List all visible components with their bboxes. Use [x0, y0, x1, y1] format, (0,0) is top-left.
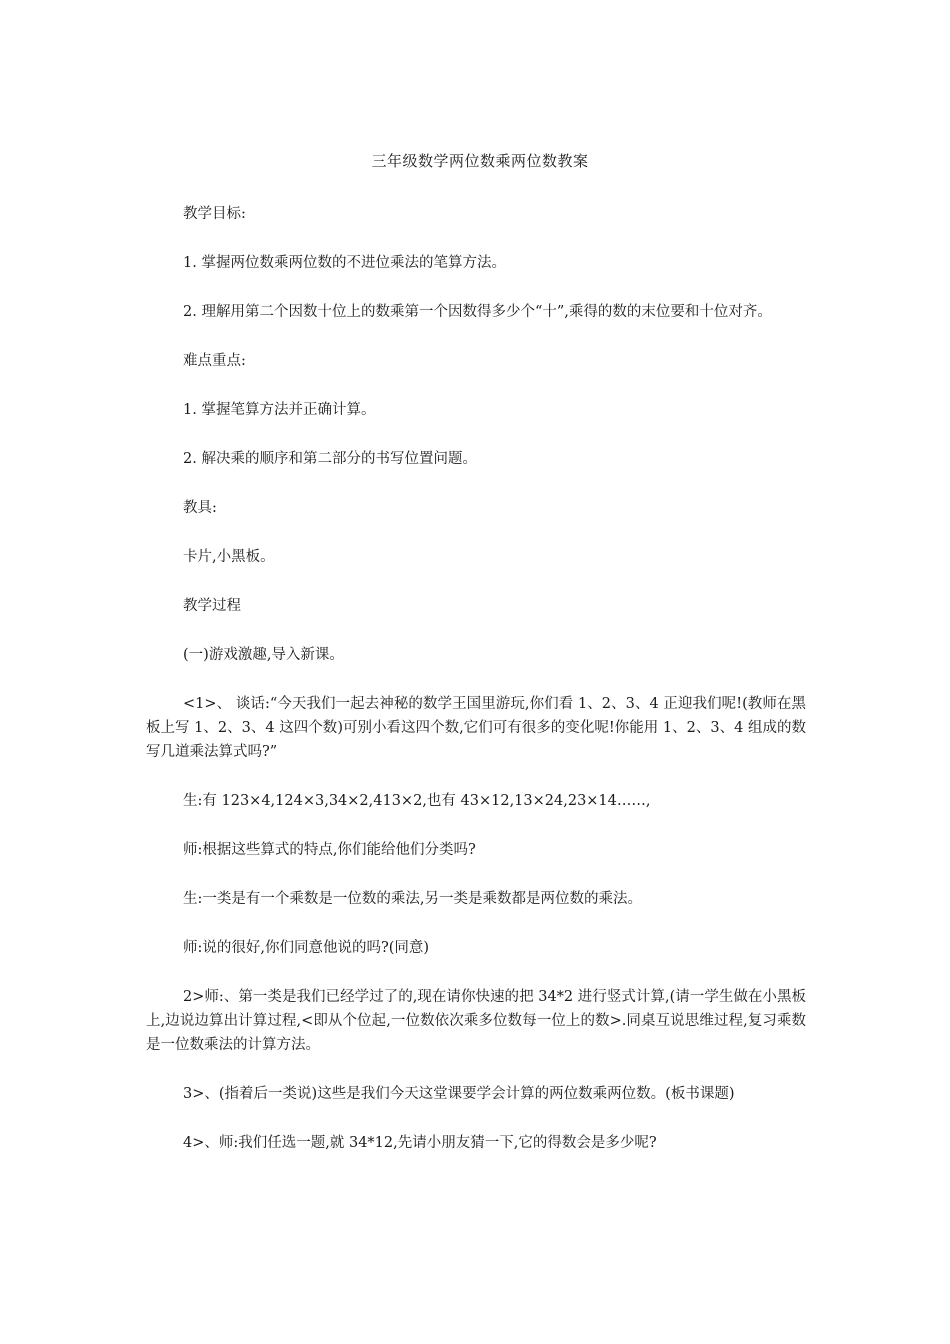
- materials-list: 卡片,小黑板。: [183, 549, 275, 565]
- process-step-heading: (一)游戏激趣,导入新课。: [183, 647, 344, 663]
- key-point-item-1: 1. 掌握笔算方法并正确计算。: [183, 402, 376, 418]
- section-heading-process: 教学过程: [183, 598, 241, 614]
- process-paragraph: 师:说的很好,你们同意他说的吗?(同意): [183, 940, 430, 956]
- process-paragraph: 生:有 123×4,124×3,34×2,413×2,也有 43×12,13×24,23×14……,: [183, 793, 651, 809]
- document-title: 三年级数学两位数乘两位数教案: [371, 152, 589, 170]
- key-point-item-2: 2. 解决乘的顺序和第二部分的书写位置问题。: [183, 451, 477, 467]
- section-heading-objectives: 教学目标:: [183, 206, 246, 222]
- process-paragraph: 生:一类是有一个乘数是一位数的乘法,另一类是乘数都是两位数的乘法。: [183, 891, 642, 907]
- process-paragraph: 3>、(指着后一类说)这些是我们今天这堂课要学会计算的两位数乘两位数。(板书课题): [183, 1086, 735, 1102]
- document-body: [146, 202, 806, 1180]
- section-heading-materials: 教具:: [183, 500, 217, 516]
- process-paragraph: 4>、师:我们任选一题,就 34*12,先请小朋友猜一下,它的得数会是多少呢?: [183, 1135, 657, 1151]
- process-paragraph: 2>师:、第一类是我们已经学过了的,现在请你快速的把 34*2 进行竖式计算,(请一学生做在小黑板上,边说边算出计算过程,<即从个位起,一位数依次乘多位数每一位上的数>.同桌互说思维过程,复习乘数是一位数乘法的计算方法。: [146, 989, 806, 1053]
- process-paragraph: <1>、 谈话:“今天我们一起去神秘的数学王国里游玩,你们看 1、2、3、4 正迎我们呢!(教师在黑板上写 1、2、3、4 这四个数)可别小看这四个数,它们可有很多的变化呢!你能用 1、2、3、4 组成的数写几道乘法算式吗?”: [146, 696, 806, 760]
- objective-item-1: 1. 掌握两位数乘两位数的不进位乘法的笔算方法。: [183, 255, 506, 271]
- objective-item-2: 2. 理解用第二个因数十位上的数乘第一个因数得多少个“十”,乘得的数的末位要和十位对齐。: [183, 304, 772, 320]
- process-paragraph: 师:根据这些算式的特点,你们能给他们分类吗?: [183, 842, 476, 858]
- section-heading-key-points: 难点重点:: [183, 353, 246, 369]
